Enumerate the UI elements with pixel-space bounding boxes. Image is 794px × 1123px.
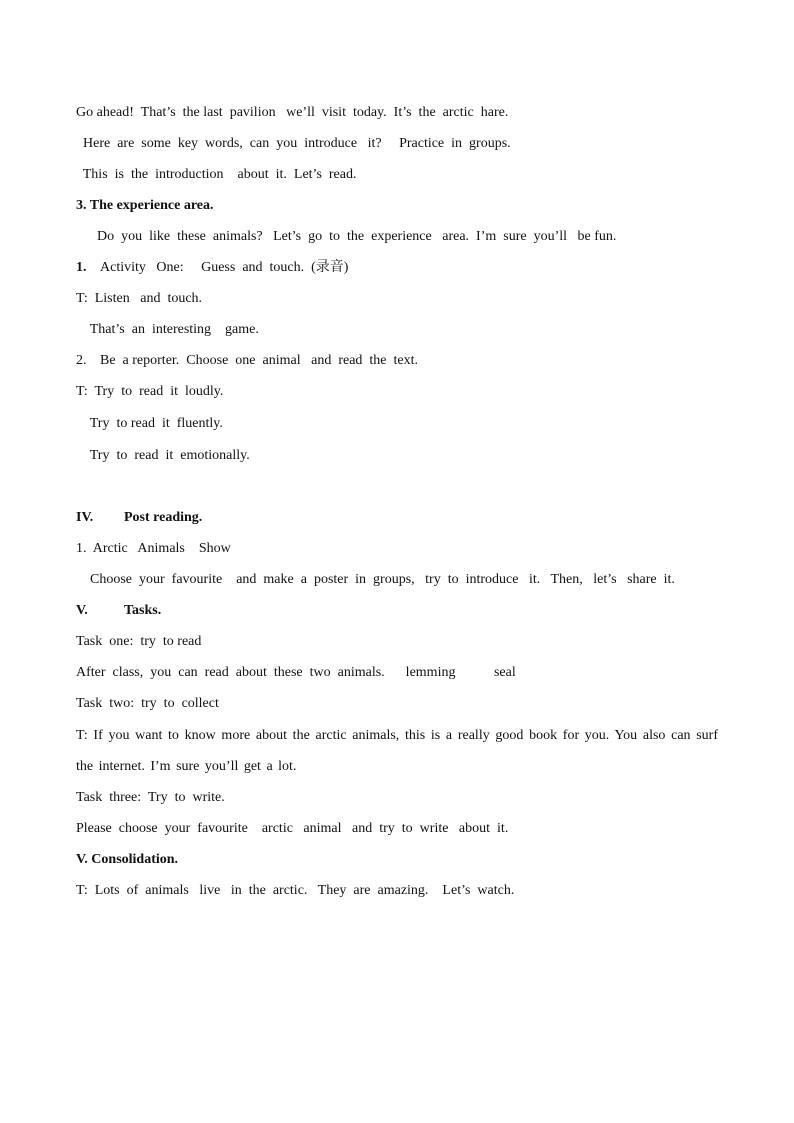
text-line: That’s an interesting game. [76, 322, 259, 337]
text-line: Task one: try to read [76, 634, 202, 649]
text-line: Do you like these animals? Let’s go to the experience area. I’m sure you’ll be fun. [76, 229, 617, 244]
section-heading: 3. The experience area. [76, 198, 214, 213]
text-line: Be a reporter. Choose one animal and read the text. [100, 353, 419, 368]
text-line: Choose your favourite and make a poster in groups, try to introduce it. Then, let’s share it. [76, 572, 675, 587]
list-number: 2. [76, 353, 87, 368]
text-line: T: Try to read it loudly. [76, 384, 224, 399]
text-line: T: Lots of animals live in the arctic. They are amazing. Let’s watch. [76, 883, 515, 898]
paragraph: T: If you want to know more about the arctic animals, this is a really good book for you. You also can surf the internet. I’m sure you’ll get a lot. [76, 728, 718, 774]
list-number: 1. [76, 260, 87, 275]
text-line: Task two: try to collect [76, 696, 219, 711]
section-heading: Post reading. [124, 510, 203, 525]
text-line: Go ahead! That’s the last pavilion we’ll visit today. It’s the arctic hare. [76, 105, 509, 120]
text-line: After class, you can read about these two animals. lemming seal [76, 665, 516, 680]
section-number: V. [76, 603, 88, 618]
text-line: Please choose your favourite arctic animal and try to write about it. [76, 821, 509, 836]
text-line: This is the introduction about it. Let’s read. [76, 167, 357, 182]
text-line: 1. Arctic Animals Show [76, 541, 231, 556]
text-line: Try to read it fluently. [76, 416, 223, 431]
text-line: Try to read it emotionally. [76, 448, 250, 463]
section-heading: V. Consolidation. [76, 852, 179, 867]
text-line: Activity One: Guess and touch. (录音) [100, 260, 349, 275]
text-line: Here are some key words, can you introduce it? Practice in groups. [76, 136, 511, 151]
text-line: T: Listen and touch. [76, 291, 203, 306]
section-number: IV. [76, 510, 94, 525]
section-heading: Tasks. [124, 603, 162, 618]
text-line: Task three: Try to write. [76, 790, 225, 805]
